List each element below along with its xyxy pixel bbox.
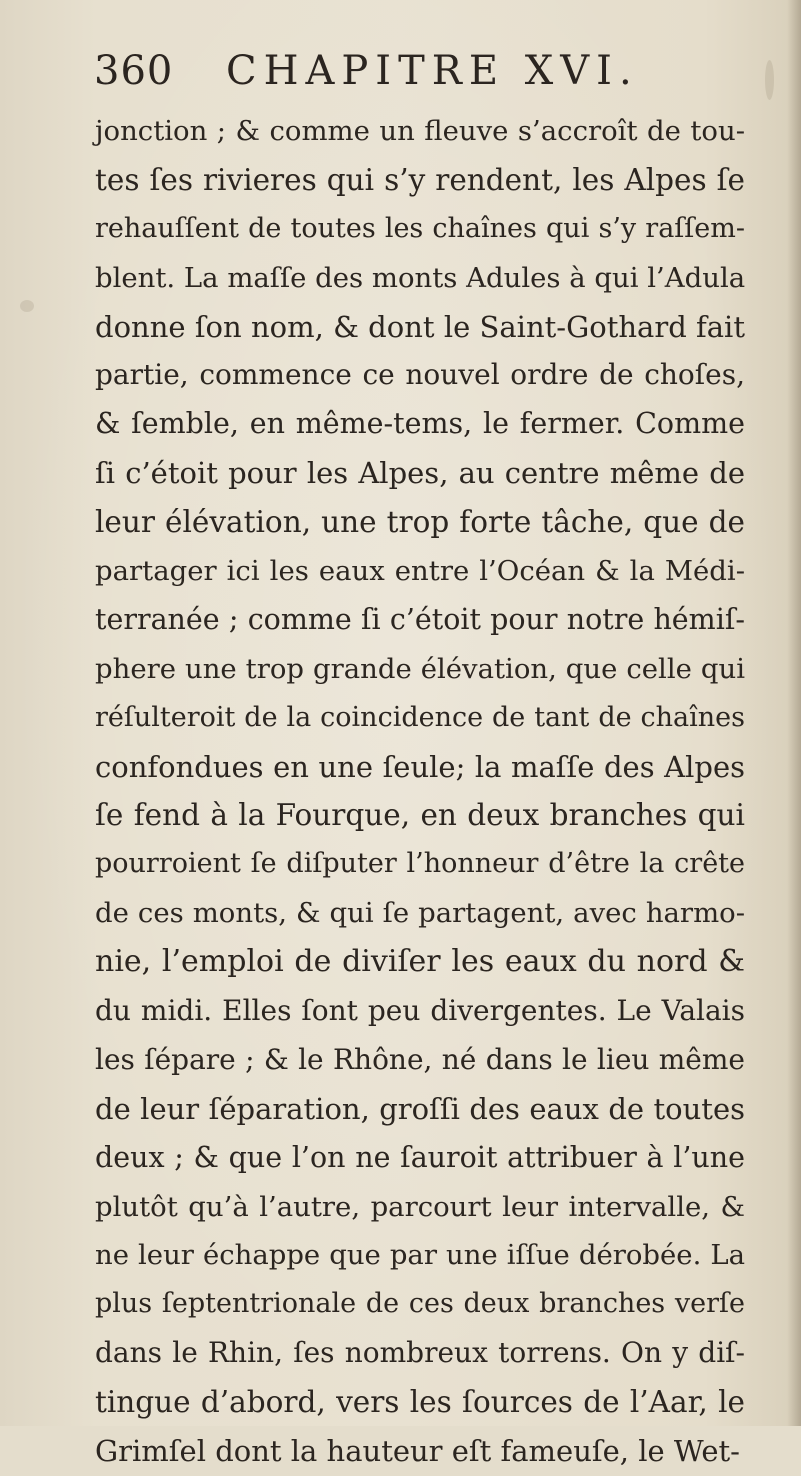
text-line: donne ſon nom, & dont le Saint-Gothard fait <box>95 309 745 344</box>
text-line: nie, l’emploi de diviſer les eaux du nord & <box>95 944 745 980</box>
text-line: les ſépare ; & le Rhône, né dans le lieu même <box>95 1042 745 1076</box>
text-line: pourroient ſe diſputer l’honneur d’être la crête <box>95 848 745 880</box>
ink-smudge <box>20 300 34 312</box>
text-line: du midi. Elles ſont peu divergentes. Le Valais <box>95 994 745 1028</box>
text-line: confondues en une ſeule; la maſſe des Alpes <box>95 749 745 784</box>
text-line: jonction ; & comme un fleuve s’accroît de tou- <box>95 115 745 147</box>
text-line: blent. La maſſe des monts Adules à qui l’Adula <box>95 261 746 294</box>
text-line: ſe fend à la Fourque, en deux branches qui <box>95 798 745 833</box>
text-line: plus ſeptentrionale de ces deux branches verſe <box>95 1288 745 1320</box>
text-line: terranée ; comme ſi c’étoit pour notre hémiſ- <box>95 602 745 636</box>
text-line: leur élévation, une trop forte tâche, que de <box>95 505 745 540</box>
ink-smudge <box>765 60 774 100</box>
text-line: phere une trop grande élévation, que celle qui <box>95 652 745 685</box>
text-line: réſulteroit de la coincidence de tant de chaînes <box>95 701 745 733</box>
text-line: Grimſel dont la hauteur eſt fameuſe, le Wet- <box>95 1434 740 1469</box>
text-line: plutôt qu’à l’autre, parcourt leur intervalle, & <box>95 1190 745 1223</box>
text-line: & ſemble, en même-tems, le fermer. Comme <box>95 407 745 441</box>
text-line: de ces monts, & qui ſe partagent, avec harmo- <box>95 897 745 930</box>
text-line: partie, commence ce nouvel ordre de choſes, <box>95 358 745 392</box>
text-line: partager ici les eaux entre l’Océan & la Médi- <box>95 555 745 588</box>
running-head: CHAPITRE XVI. <box>226 48 639 94</box>
text-line: dans le Rhin, ſes nombreux torrens. On y diſ- <box>95 1336 745 1370</box>
body-text <box>95 107 745 1476</box>
text-line: tingue d’abord, vers les ſources de l’Aar, le <box>95 1385 745 1420</box>
text-line: ſi c’étoit pour les Alpes, au centre même de <box>95 456 745 491</box>
page-number: 360 <box>94 48 174 94</box>
text-line: rehauſſent de toutes les chaînes qui s’y raſſem- <box>95 212 745 244</box>
text-line: tes ſes rivieres qui s’y rendent, les Alpes ſe <box>95 162 745 197</box>
text-line: deux ; & que l’on ne ſauroit attribuer à l’une <box>95 1140 745 1174</box>
text-line: de leur ſéparation, groſſi des eaux de toutes <box>95 1091 745 1126</box>
page-edge-shadow <box>787 0 801 1426</box>
page-header <box>94 42 654 104</box>
text-line: ne leur échappe que par une iſſue dérobée. La <box>95 1239 745 1272</box>
